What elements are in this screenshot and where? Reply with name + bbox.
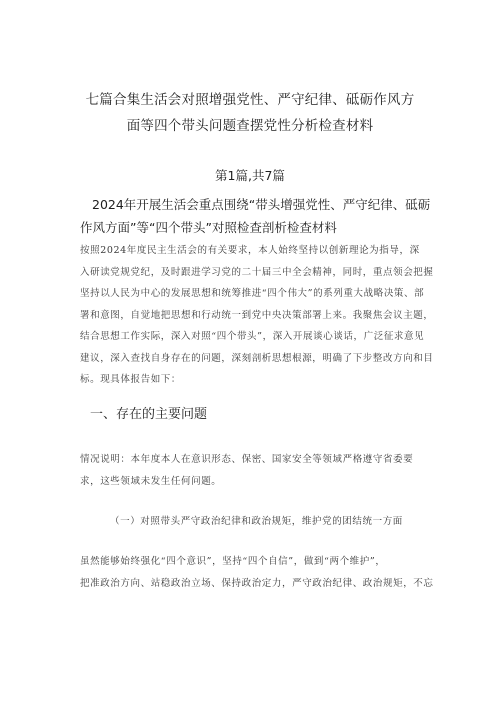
- subsection-heading: （一）对照带头严守政治纪律和政治规矩，维护党的团结统一方面: [110, 516, 403, 527]
- paragraph-line: 求，这些领域未发生任何问题。: [80, 475, 222, 487]
- paragraph-line: 入研读党规党纪，及时跟进学习党的二十届三中全会精神，同时，重点领会把握: [80, 266, 434, 278]
- paragraph-line: 建议，深入查找自身存在的问题，深刻剖析思想根源，明确了下步整改方向和目: [80, 352, 434, 364]
- paragraph-line: 把准政治方向、站稳政治立场、保持政治定力，严守政治纪律、政治规矩，不忘: [80, 577, 434, 589]
- article-title-line-2: 作风方面”等“四个带头”对照检查剖析检查材料: [80, 220, 337, 235]
- document-title-line-2: 面等四个带头问题查摆党性分析检查材料: [126, 118, 374, 134]
- paragraph-line: 按照2024年度民主生活会的有关要求，本人始终坚持以创新理论为指导，深: [80, 245, 420, 256]
- situation-paragraph: [80, 449, 440, 492]
- paragraph-line: 标。现具体报告如下：: [80, 374, 182, 385]
- article-title-line-1: 2024年开展生活会重点围绕“带头增强党性、严守纪律、砥砺: [92, 197, 431, 212]
- part-label: 第1篇,共7篇: [215, 168, 285, 183]
- section-heading: 一、存在的主要问题: [90, 407, 208, 422]
- document-title-line-1: 七篇合集生活会对照增强党性、严守纪律、砥砺作风方: [85, 92, 415, 108]
- paragraph-line: 结合思想工作实际，深入对照“四个带头”，深入开展谈心谈话，广泛征求意见: [80, 331, 425, 342]
- body-paragraph: [80, 551, 440, 594]
- paragraph-line: 虽然能够始终强化“四个意识”，坚持“四个自信”，做到“两个维护”，: [80, 556, 386, 567]
- paragraph-line: 署和意图，自觉地把思想和行动统一到党中央决策部署上来。我聚焦会议主题，: [80, 309, 434, 321]
- intro-paragraph: [80, 240, 440, 391]
- paragraph-line: 情况说明：本年度本人在意识形态、保密、国家安全等领域严格遵守省委要: [80, 454, 414, 465]
- paragraph-line: 坚持以人民为中心的发展思想和统筹推进“四个伟大”的系列重大战略决策、部: [80, 288, 425, 299]
